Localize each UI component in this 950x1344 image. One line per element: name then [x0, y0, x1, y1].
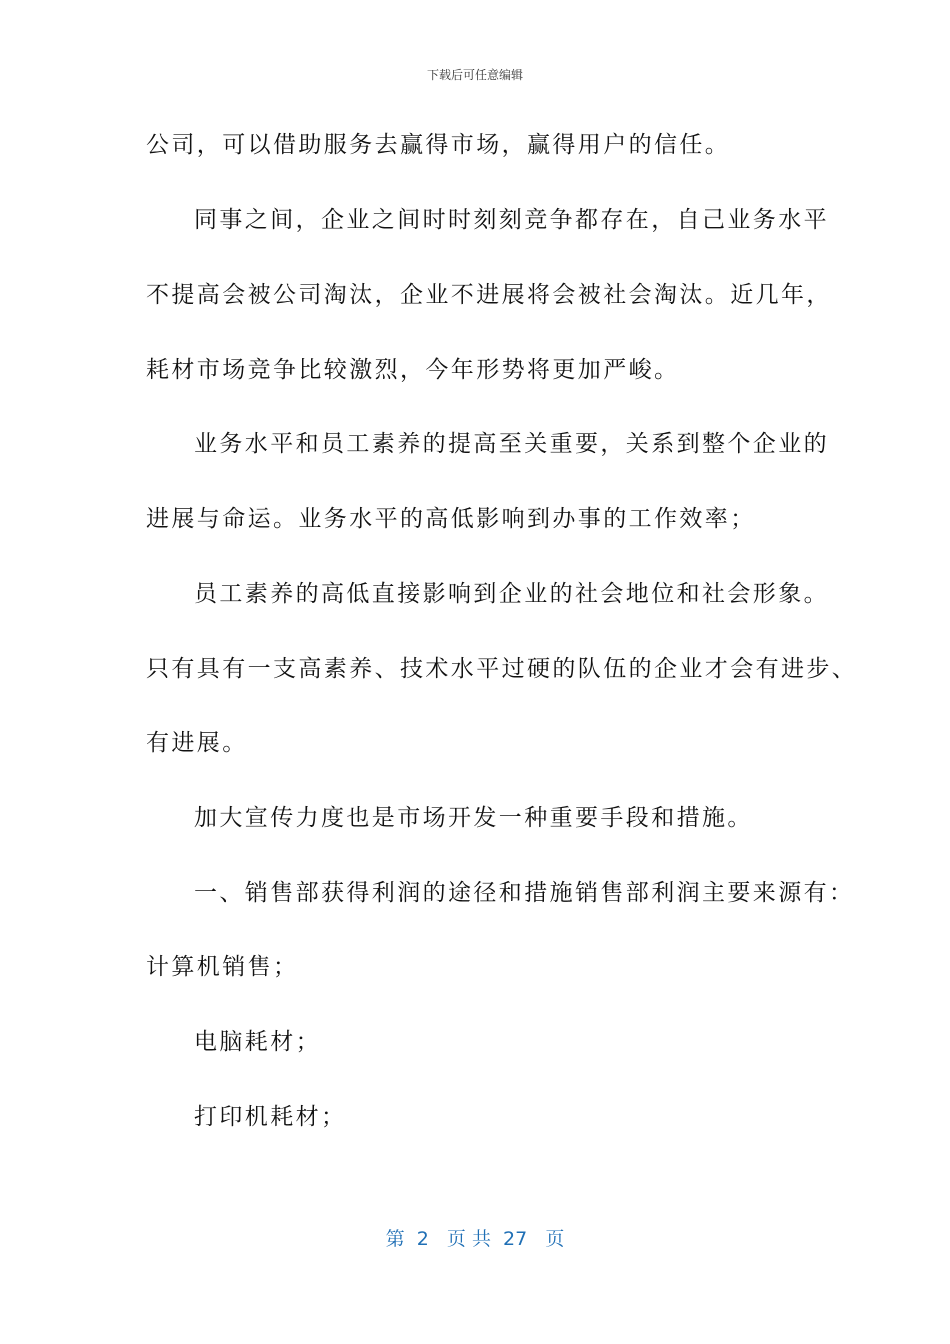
text-line: 一、销售部获得利润的途径和措施销售部利润主要来源有：: [194, 880, 855, 906]
text-line: 有进展。: [146, 730, 248, 756]
text-line: 加大宣传力度也是市场开发一种重要手段和措施。: [194, 805, 753, 831]
text-line: 只有具有一支高素养、技术水平过硬的队伍的企业才会有进步、: [146, 656, 858, 682]
text-line: 耗材市场竞争比较激烈，今年形势将更加严峻。: [146, 357, 680, 383]
text-line: 不提高会被公司淘汰，企业不进展将会被社会淘汰。近几年，: [146, 282, 832, 308]
text-line: 业务水平和员工素养的提高至关重要，关系到整个企业的: [194, 431, 829, 457]
text-line: 员工素养的高低直接影响到企业的社会地位和社会形象。: [194, 581, 829, 607]
text-line: 公司，可以借助服务去赢得市场，赢得用户的信任。: [146, 132, 731, 158]
text-line: 电脑耗材；: [194, 1029, 321, 1055]
header-note: 下载后可任意编辑: [426, 68, 523, 82]
text-line: 进展与命运。业务水平的高低影响到办事的工作效率；: [146, 506, 756, 532]
text-line: 打印机耗材；: [194, 1104, 347, 1130]
page-number-footer: 第 2 页 共 27 页: [385, 1228, 565, 1250]
text-line: 计算机销售；: [146, 954, 299, 980]
text-line: 同事之间，企业之间时时刻刻竞争都存在，自己业务水平: [194, 207, 829, 233]
